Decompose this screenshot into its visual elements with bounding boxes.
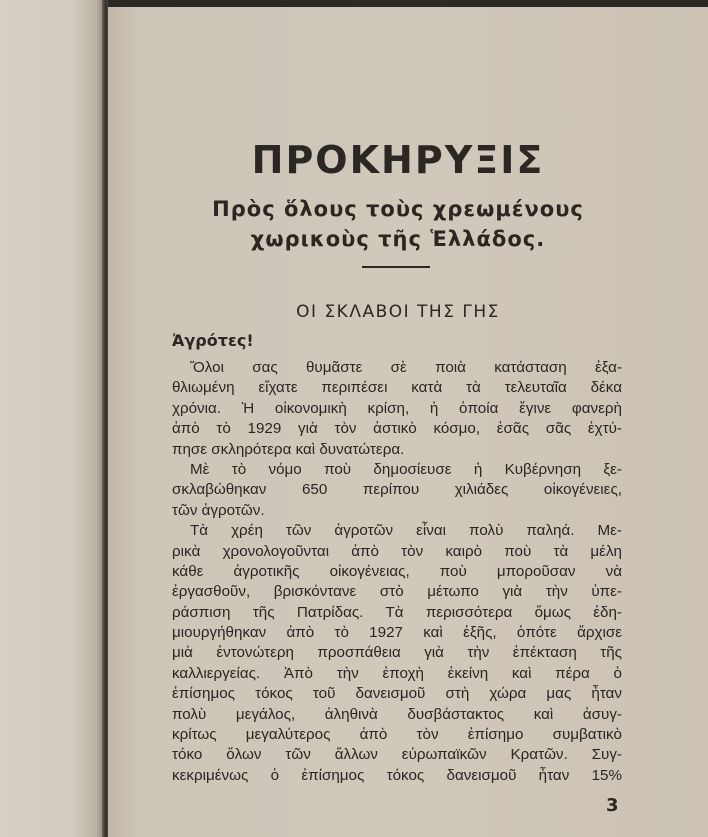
text-line: πησε σκληρότερα καὶ δυνατώτερα. bbox=[172, 440, 405, 458]
text-line: σκλαβώθηκαν 650 περίπου χιλιάδες οἰκογένειες, bbox=[172, 481, 622, 499]
page-title: ΠΡΟΚΗΡΥΞΙΣ bbox=[251, 138, 545, 182]
text-line: χρόνια. Ἡ οἰκονομικὴ κρίση, ἡ ὁποία ἔγινε φανερὴ bbox=[172, 399, 622, 417]
text-line: ἀπὸ τὸ 1929 γιὰ τὸν ἀστικὸ κόσμο, ἐσᾶς σᾶς ἐχτύ- bbox=[172, 420, 622, 438]
paragraph bbox=[172, 460, 622, 521]
text-line: ἐπίσημος τόκος τοῦ δανεισμοῦ στὴ χώρα μας ἦταν bbox=[172, 685, 622, 703]
page-top-edge bbox=[108, 0, 708, 7]
text-line: Μὲ τὸ νόμο ποὺ δημοσίευσε ἡ Κυβέρνηση ξε- bbox=[190, 460, 622, 478]
text-line: μιουργήθηκαν ἀπὸ τὸ 1927 καὶ ἑξῆς, ὁπότε ἄρχισε bbox=[172, 624, 622, 642]
text-line: τόκο ὅλων τῶν ἄλλων εὐρωπαϊκῶν Κρατῶν. Συγ- bbox=[172, 746, 622, 764]
subtitle-line-1: Πρὸς ὅλους τοὺς χρεωμένους bbox=[212, 197, 584, 221]
text-line: ἐργασθοῦν, βρισκόντανε στὸ μέτωπο γιὰ τὴν ὑπε- bbox=[172, 583, 622, 601]
text-line: Ὅλοι σας θυμᾶστε σὲ ποιὰ κατάσταση ἐξα- bbox=[190, 359, 622, 376]
paragraph bbox=[172, 521, 622, 786]
paragraph bbox=[172, 358, 622, 460]
body-text bbox=[172, 358, 622, 786]
text-line: ράσπιση τῆς Πατρίδας. Τὰ περισσότερα ὅμως ἐδη- bbox=[172, 603, 622, 621]
left-page bbox=[0, 0, 104, 837]
salutation: Ἀγρότες! bbox=[172, 331, 254, 350]
text-line: καλλιεργείας. Ἀπὸ τὴν ἐποχὴ ἐκείνη καὶ πέρα ὁ bbox=[172, 664, 622, 682]
divider-rule bbox=[362, 266, 430, 268]
section-heading: ΟΙ ΣΚΛΑΒΟΙ ΤΗΣ ΓΗΣ bbox=[296, 302, 500, 322]
text-line: μιὰ ἐντονώτερη προσπάθεια γιὰ τὴν ἐπέκταση τῆς bbox=[172, 644, 622, 662]
text-line: θλιωμένη εἴχατε περιπέσει κατὰ τὰ τελευταῖα δέκα bbox=[172, 379, 622, 397]
page-number: 3 bbox=[606, 795, 619, 816]
subtitle-line-2: χωρικοὺς τῆς Ἑλλάδος. bbox=[250, 227, 546, 251]
text-line: κεκριμένως ὁ ἐπίσημος τόκος δανεισμοῦ ἦταν 15% bbox=[172, 766, 622, 784]
text-line: τῶν ἀγροτῶν. bbox=[172, 501, 265, 519]
text-line: κάθε ἀγροτικῆς οἰκογένειας, ποὺ μποροῦσαν νὰ bbox=[172, 562, 622, 580]
text-line: πολὺ μεγάλος, ἀληθινὰ δυσβάστακτος καὶ ἀσυγ- bbox=[172, 705, 622, 723]
text-line: κρίτως μεγαλύτερος ἀπὸ τὸν ἐπίσημο συμβατικὸ bbox=[172, 726, 622, 744]
text-line: Τὰ χρέη τῶν ἀγροτῶν εἶναι πολὺ παληά. Με- bbox=[190, 522, 622, 540]
text-line: ρικὰ χρονολογοῦνται ἀπὸ τὸν καιρὸ ποὺ τὰ μέλη bbox=[172, 542, 622, 560]
